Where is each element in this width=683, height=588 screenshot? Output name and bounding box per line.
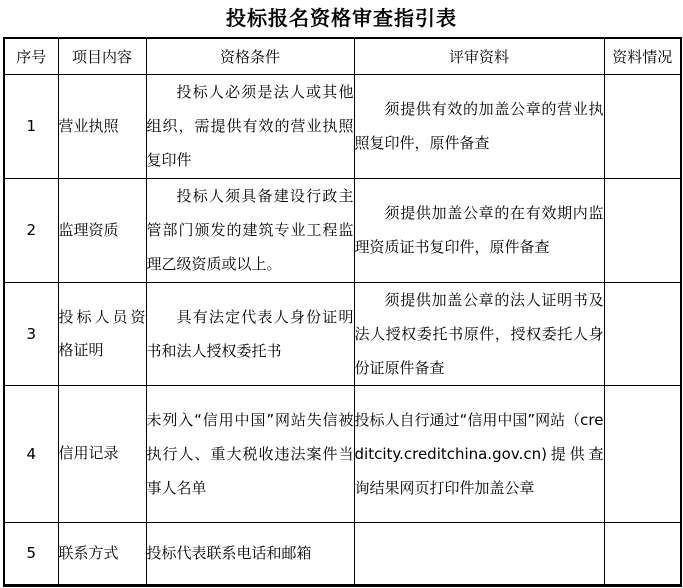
cell-status	[604, 74, 681, 178]
cell-status	[604, 385, 681, 522]
cell-status	[604, 282, 681, 385]
cell-materials: 投标人自行通过“信用中国”网站（creditcity.creditchina.gov.cn)提供查询结果网页打印件加盖公章	[354, 385, 604, 522]
cell-no: 5	[4, 522, 58, 585]
table-row	[4, 385, 681, 522]
cell-condition: 未列入“信用中国”网站失信被执行人、重大税收违法案件当事人名单	[146, 385, 354, 522]
cell-condition: 投标人须具备建设行政主管部门颁发的建筑专业工程监理乙级资质或以上。	[146, 178, 354, 282]
header-item: 项目内容	[58, 38, 146, 74]
table-row	[4, 74, 681, 178]
header-status: 资料情况	[604, 38, 681, 74]
qualification-review-table	[3, 37, 682, 587]
header-condition: 资格条件	[146, 38, 354, 74]
cell-no: 2	[4, 178, 58, 282]
cell-item: 信用记录	[58, 385, 146, 522]
header-no: 序号	[4, 38, 58, 74]
cell-materials: 须提供加盖公章的法人证明书及法人授权委托书原件，授权委托人身份证原件备查	[354, 282, 604, 385]
page-title: 投标报名资格审查指引表	[226, 6, 457, 30]
cell-materials: 须提供加盖公章的在有效期内监理资质证书复印件，原件备查	[354, 178, 604, 282]
cell-no: 4	[4, 385, 58, 522]
table-row	[4, 522, 681, 585]
cell-condition: 投标代表联系电话和邮箱	[146, 522, 354, 585]
cell-item: 营业执照	[58, 74, 146, 178]
cell-condition: 具有法定代表人身份证明书和法人授权委托书	[146, 282, 354, 385]
cell-materials: 须提供有效的加盖公章的营业执照复印件，原件备查	[354, 74, 604, 178]
cell-status	[604, 178, 681, 282]
table-row	[4, 282, 681, 385]
cell-status	[604, 522, 681, 585]
table-row	[4, 178, 681, 282]
header-materials: 评审资料	[354, 38, 604, 74]
cell-materials	[354, 522, 604, 585]
cell-no: 3	[4, 282, 58, 385]
cell-item: 投标人员资格证明	[58, 282, 146, 385]
cell-no: 1	[4, 74, 58, 178]
cell-item: 联系方式	[58, 522, 146, 585]
cell-item: 监理资质	[58, 178, 146, 282]
cell-condition: 投标人必须是法人或其他组织，需提供有效的营业执照复印件	[146, 74, 354, 178]
table-header-row	[4, 38, 681, 74]
